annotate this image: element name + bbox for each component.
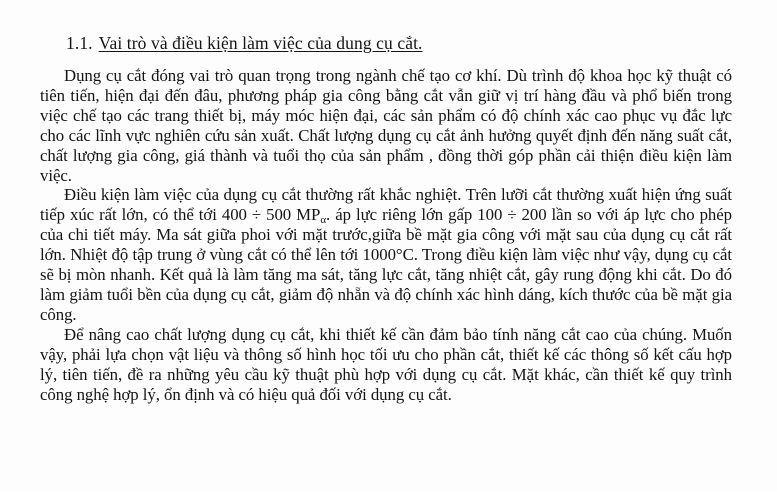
paragraph-conditions [40,185,732,324]
paragraph-conditions-part1: Điều kiện làm việc của dụng cụ cắt thường rất khắc nghiệt. Trên lưỡi cắt thường xuất hiện ứng suất tiếp xúc rất lớn, có thể tới 400 ÷ 500 MP [40,185,732,225]
paragraph-improvement: Để nâng cao chất lượng dụng cụ cắt, khi thiết kế cần đảm bảo tính năng cắt cao của chúng. Muốn vậy, phải lựa chọn vật liệu và thông số hình học tối ưu cho phần cắt, thiết kế các thông số kết cấu hợp lý, tiên tiến, đề ra những yêu cầu kỹ thuật phù hợp với dụng cụ cắt. Mặt khác, cần thiết kế quy trình công nghệ hợp lý, ổn định và có hiệu quả đối với dụng cụ cắt. [40,324,732,404]
section-number: 1.1. [66,33,93,53]
subscript-alpha: α [320,214,327,227]
paragraph-role: Dụng cụ cắt đóng vai trò quan trọng trong ngành chế tạo cơ khí. Dù trình độ khoa học kỹ thuật có tiên tiến, hiện đại đến đâu, phương pháp gia công bằng cắt vẫn giữ vị trí hàng đầu và phổ biến trong việc chế tạo các trang thiết bị, máy móc hiện đại, các sản phẩm có độ chính xác cao phục vụ đắc lực cho các lĩnh vực nghiên cứu sản xuất. Chất lượng dụng cụ cắt ảnh hưởng quyết định đến năng suất cắt, chất lượng gia công, giá thành và tuổi thọ của sản phẩm , đồng thời góp phần cải thiện điều kiện làm việc. [40,66,732,185]
section-title: Vai trò và điều kiện làm việc của dung cụ cắt. [98,33,423,53]
paragraph-conditions-part2: . áp lực riêng lớn gấp 100 ÷ 200 lần so với áp lực cho phép của chi tiết máy. Ma sát giữa phoi với mặt trước,giữa bề mặt gia công với mặt sau của dụng cụ cắt rất lớn. Nhiệt độ tập trung ở vùng cắt có thể lên tới 1000°C. Trong điều kiện làm việc như vậy, dụng cụ cắt sẽ bị mòn nhanh. Kết quả là làm tăng ma sát, tăng lực cắt, tăng nhiệt cắt, gây rung động khi cắt. Do đó làm giảm tuổi bền của dụng cụ cắt, giảm độ nhẵn và độ chính xác hình dáng, kích thước của bề mặt gia công. [40,205,732,324]
section-body [40,66,732,404]
section-heading [66,32,423,54]
